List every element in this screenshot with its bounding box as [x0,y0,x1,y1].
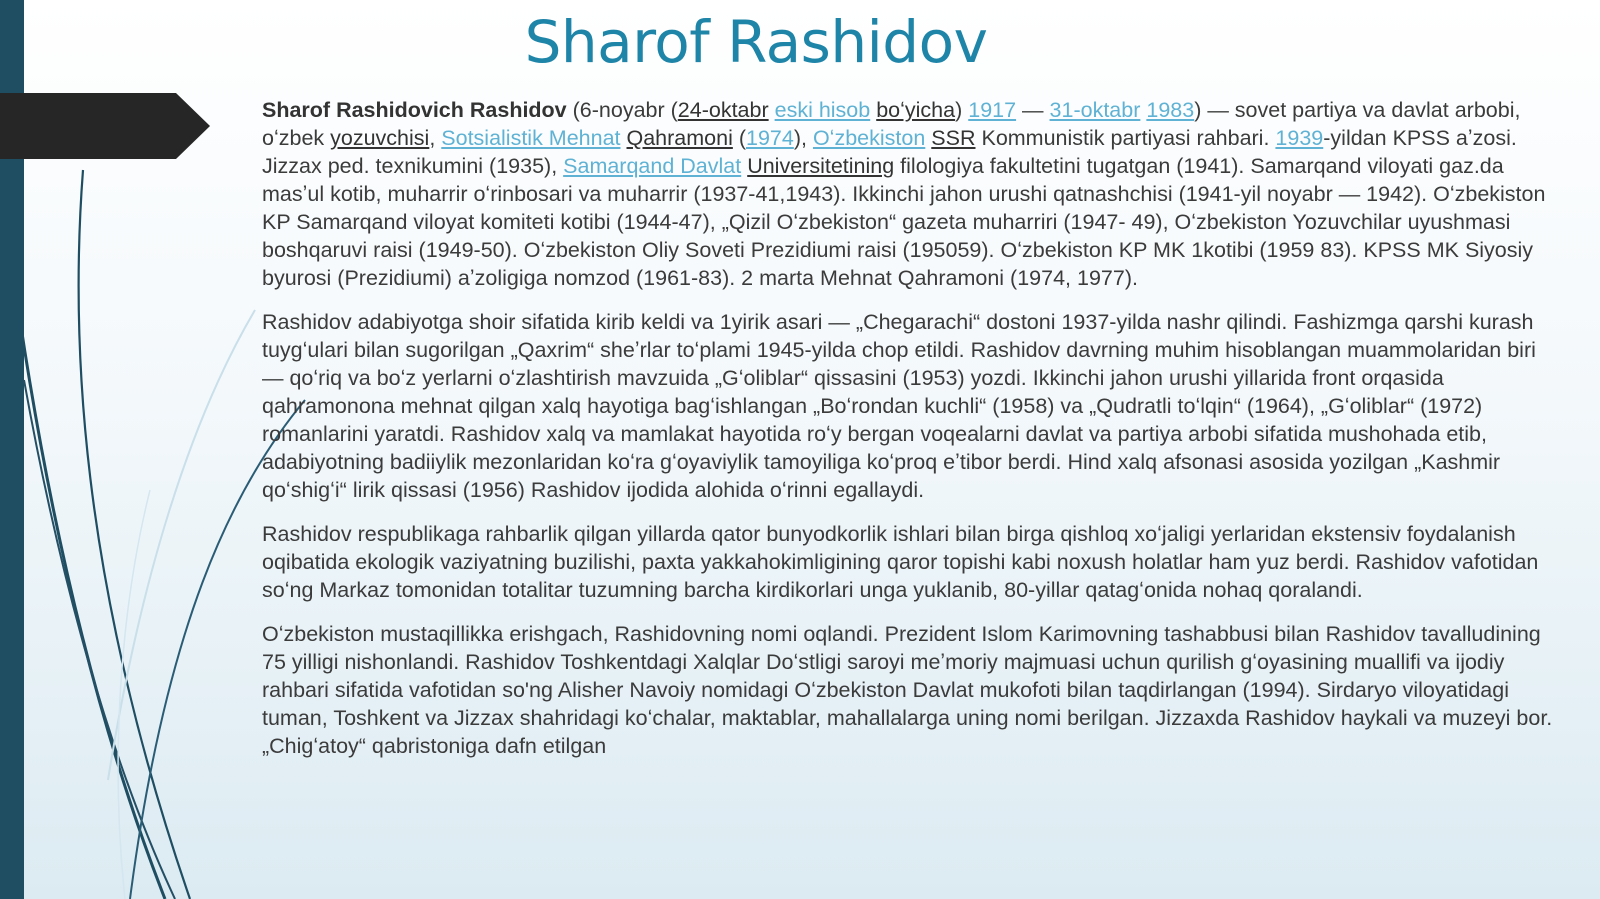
link-qahramoni[interactable]: Qahramoni [626,126,733,150]
link-sotsialistik-mehnat[interactable]: Sotsialistik Mehnat [441,126,621,150]
text-span: ) — sovet partiya va davlat arbobi, oʻzbek [262,98,1521,150]
person-name: Sharof Rashidovich Rashidov [262,98,567,122]
text-span: , [429,126,442,150]
text-span: — [1016,98,1050,122]
paragraph-leadership [218,520,1558,604]
link-boyicha[interactable]: boʻyicha [876,98,956,122]
text-span: Kommunistik partiyasi rahbari. [975,126,1276,150]
paragraph-legacy [218,620,1558,760]
text-span: ) [955,98,969,122]
paragraph-literary-work [218,308,1558,504]
arrow-tab-shape [0,93,210,159]
paragraph-biography [218,96,1558,292]
link-samarqand-davlat[interactable]: Samarqand Davlat [563,154,742,178]
link-eski-hisob[interactable]: eski hisob [774,98,871,122]
link-1983[interactable]: 1983 [1146,98,1195,122]
paragraph-text: Oʻzbekiston mustaqillikka erishgach, Rashidovning nomi oqlandi. Prezident Islom Karimovning tashabbusi bilan Rashidov tavalludining 75 yilligi nishonlandi. Rashidov Toshkentdagi Xalqlar Doʻstligi saroyi meʼmoriy majmuasi uchun qurilish gʻoyasining muallifi va ijodiy rahbari sifatida vafotidan so'ng Alisher Navoiy nomidagi Oʻzbekiston Davlat mukofoti bilan taqdirlangan (1994). Sirdaryo viloyatidagi tuman, Toshkent va Jizzax shahridagi koʻchalar, maktablar, mahallalarga uning nomi berilgan. Jizzaxda Rashidov haykali va muzeyi bor. „Chigʻatoy“ qabristoniga dafn etilgan [262,622,1553,758]
link-1917[interactable]: 1917 [968,98,1017,122]
link-universitetining[interactable]: Universitetining [747,154,895,178]
paragraph-text: Rashidov adabiyotga shoir sifatida kirib keldi va 1yirik asari — „Chegarachi“ dostoni 1937-yilda nashr qilindi. Fashizmga qarshi kurash tuygʻulari bilan sugorilgan „Qaxrim“ sheʼrlar toʻplami 1945-yilda chop etildi. Rashidov davrning muhim hisoblangan muammolaridan biri — qoʻriq va boʻz yerlarni oʻzlashtirish mavzuida „Gʻoliblar“ qissasini (1953) yozdi. Ikkinchi jahon urushi yillarida front orqasida qahramononа mehnat qilgan xalq hayotiga bagʻishlangan „Boʻrondan kuchli“ (1958) va „Qudratli toʻlqin“ (1964), „Gʻoliblar“ (1972) romanlarini yaratdi. Rashidov xalq va mamlakat hayotida roʻy bergan voqealarni davlat va partiya arbobi sifatida mushohada etib, adabiyotning badiiylik mezonlaridan koʻra gʻoyaviylik tamoyiliga koʻproq eʼtibor berdi. Hind xalq afsonasi asosida yozilgan „Kashmir qoʻshigʻi“ lirik qissasi (1956) Rashidov ijodida alohida oʻrinni egallaydi. [262,310,1536,502]
link-1939[interactable]: 1939 [1275,126,1324,150]
link-24-oktabr[interactable]: 24-oktabr [677,98,769,122]
text-span: filologiya fakultetini tugatgan (1941). Samarqand viloyati gaz.da masʼul kotib, muharrir oʻrinbosari va muharrir (1937-41,1943). Ikkinchi jahon urushi qatnashchisi (1941-yil noyabr — 1942). Oʻzbekiston KP Samarqand viloyat komiteti kotibi (1944-47), „Qizil Oʻzbekiston“ gazeta muharriri (1947- 49), Oʻzbekiston Yozuvchilar uyushmasi boshqaruvi raisi (1949-50). Oʻzbekiston Oliy Soveti Prezidiumi raisi (195059). Oʻzbekiston KP MK 1kotibi (1959 83). KPSS MK Siyosiy byurosi (Prezidiumi) aʼzoligiga nomzod (1961-83). 2 marta Mehnat Qahramoni (1974, 1977). [262,154,1546,290]
slide-title: Sharof Rashidov [524,8,988,76]
link-yozuvchisi[interactable]: yozuvchisi [330,126,430,150]
text-span: -yildan KPSS aʼzosi. Jizzax ped. texnikumini (1935), [262,126,1517,178]
slide-content [218,96,1558,776]
link-ssr[interactable]: SSR [931,126,976,150]
paragraph-text: Rashidov respublikaga rahbarlik qilgan yillarda qator bunyodkorlik ishlari bilan birga qishloq xoʻjaligi yerlaridan ekstensiv foydalanish oqibatida ekologik vaziyatning buzilishi, paxta yakkahokimligining qaror topishi kabi noxush holatlar ham yuz berdi. Rashidov vafotidan soʻng Markaz tomonidan totalitar tuzumning barcha kirdikorlari unga yuklanib, 80-yillar qatagʻonida nohaq qoralandi. [262,522,1539,602]
text-span: (6-noyabr ( [566,98,678,122]
link-ozbekiston[interactable]: Oʻzbekiston [812,126,926,150]
text-span: ( [732,126,746,150]
text-span: ), [793,126,813,150]
link-31-oktabr[interactable]: 31-oktabr [1049,98,1141,122]
link-1974[interactable]: 1974 [746,126,794,150]
